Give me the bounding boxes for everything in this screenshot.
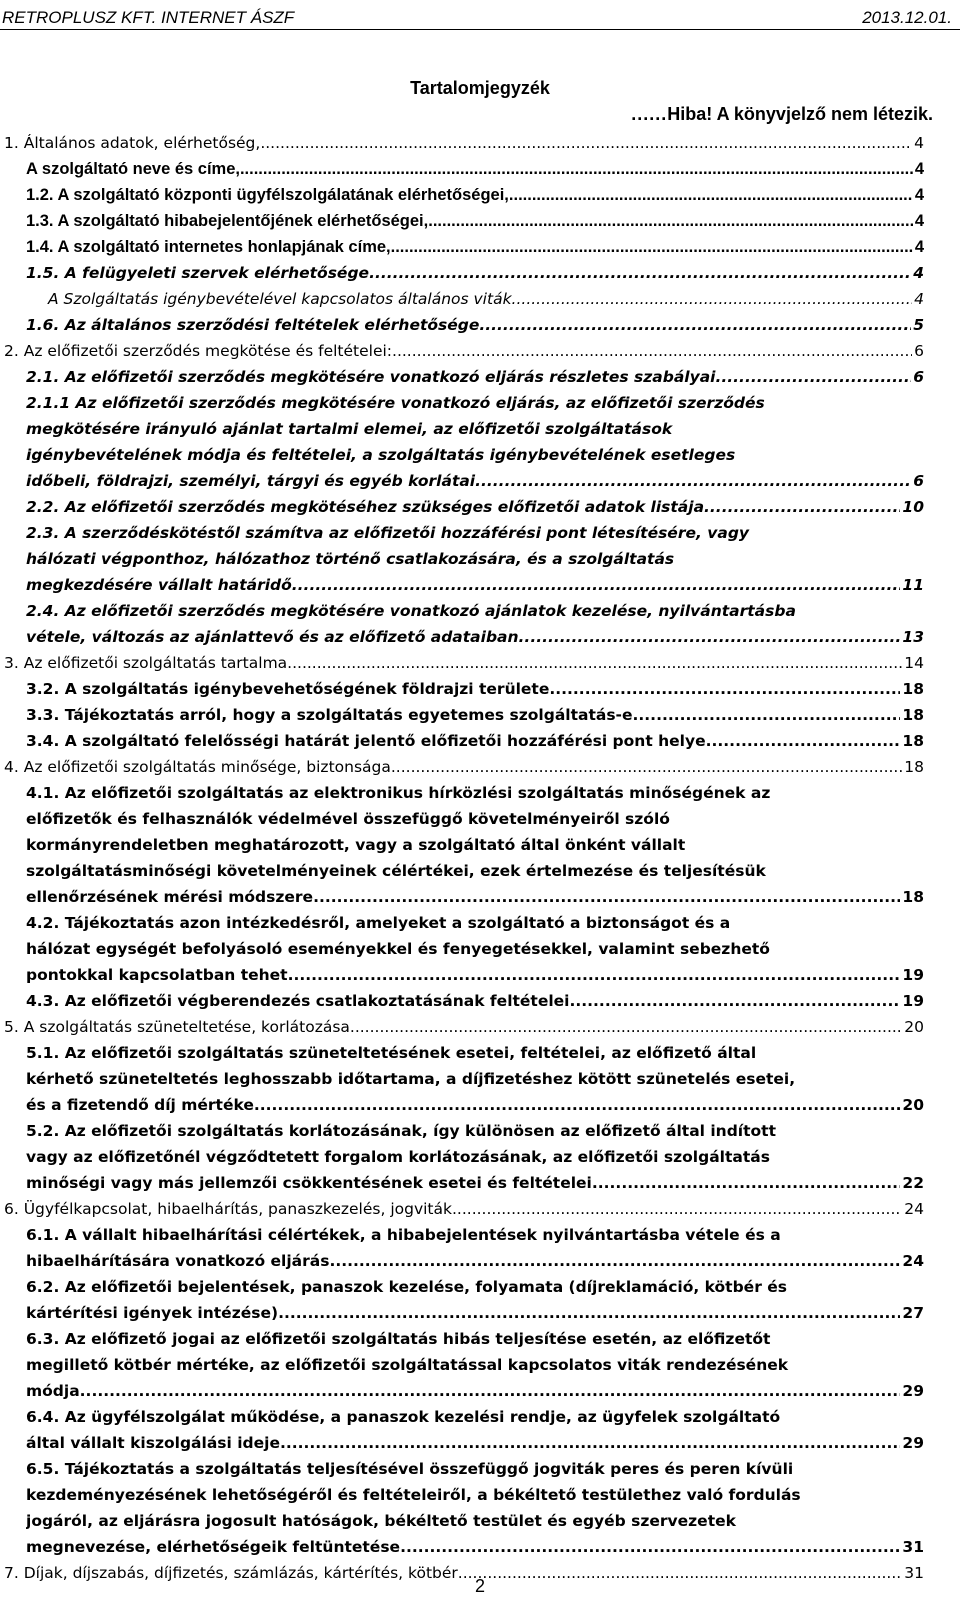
toc-entry-text: vagy az előfizetőnél végződtetett forgalom korlátozásának, az előfizetői szolgáltatás: [26, 1148, 770, 1166]
toc-page-number: 18: [902, 680, 924, 698]
toc-entry-text: 4.3. Az előfizetői végberendezés csatlakoztatásának feltételei: [26, 992, 570, 1010]
toc-entry-text: 6. Ügyfélkapcsolat, hibaelhárítás, panaszkezelés, jogviták: [4, 1200, 452, 1218]
toc-entry[interactable]: [26, 780, 924, 910]
toc-entry-line: [26, 234, 924, 260]
toc-entry-line: [26, 702, 924, 728]
toc-dot-leader: [569, 988, 900, 1014]
toc-entry-line: [4, 650, 924, 676]
toc-entry-text: hibaelhárítására vonatkozó eljárás: [26, 1252, 330, 1270]
toc-page-number: 5: [913, 316, 924, 334]
toc-entry-line: [26, 1300, 924, 1326]
toc-entry-text: megillető kötbér mértéke, az előfizetői szolgáltatással kapcsolatos viták rendezésének: [26, 1356, 789, 1374]
toc-entry[interactable]: [26, 156, 924, 182]
toc-dot-leader: [288, 962, 901, 988]
toc-entry-text: 1.2. A szolgáltató központi ügyfélszolgálatának elérhetőségei,: [26, 186, 509, 204]
toc-entry[interactable]: [26, 1456, 924, 1560]
toc-page-number: 13: [902, 628, 924, 646]
toc-entry-text: 2.2. Az előfizetői szerződés megkötéséhez szükséges előfizetői adatok listája: [26, 498, 705, 516]
toc-dot-leader: [716, 364, 912, 390]
toc-dot-leader: [240, 156, 913, 182]
toc-entry[interactable]: [4, 1014, 924, 1040]
toc-entry-text: 3.2. A szolgáltatás igénybevehetőségének földrajzi területe: [26, 680, 550, 698]
toc-entry-text: időbeli, földrajzi, személyi, tárgyi és egyéb korlátai: [26, 472, 476, 490]
toc-entry-text: által vállalt kiszolgálási ideje: [26, 1434, 280, 1452]
toc-entry-text: hálózati végponthoz, hálózathoz történő csatlakozására, és a szolgáltatás: [26, 550, 675, 568]
toc-entry-line: [26, 884, 924, 910]
toc-entry[interactable]: [26, 390, 924, 494]
toc-dot-leader: [287, 650, 902, 676]
toc-error-text: Hiba! A könyvjelző nem létezik.: [667, 104, 933, 124]
toc-entry-text: 1.3. A szolgáltató hibabejelentőjének elérhetőségei,: [26, 212, 429, 230]
toc-page-number: 19: [902, 992, 924, 1010]
toc-entry[interactable]: [4, 650, 924, 676]
toc-page-number: 4: [914, 134, 924, 152]
toc-page-number: 24: [902, 1252, 924, 1270]
toc-entry[interactable]: [26, 1326, 924, 1404]
toc-dot-leader: [549, 676, 900, 702]
toc-entry-text: 6.1. A vállalt hibaelhárítási célértékek, a hibabejelentések nyilvántartásba vétele és a: [26, 1226, 781, 1244]
toc-entry-line: [26, 468, 924, 494]
toc-entry-line: [26, 1170, 924, 1196]
toc-entry[interactable]: [26, 676, 924, 702]
toc-entry-text: jogáról, az eljárásra jogosult hatóságok, békéltető testület és egyéb szervezetek: [26, 1512, 736, 1530]
toc-entry-text: 2.1.1 Az előfizetői szerződés megkötésére vonatkozó eljárás, az előfizetői szerződés: [26, 394, 765, 412]
toc-entry[interactable]: [4, 1196, 924, 1222]
toc-entry-text: minőségi vagy más jellemzői csökkentésének esetei és feltételei: [26, 1174, 592, 1192]
toc-entry[interactable]: [26, 1118, 924, 1196]
toc-entry-text: 4.1. Az előfizetői szolgáltatás az elektronikus hírközlési szolgáltatás minőségének az: [26, 784, 771, 802]
toc-entry-text: 3. Az előfizetői szolgáltatás tartalma: [4, 654, 288, 672]
toc-entry[interactable]: [26, 364, 924, 390]
toc-entry[interactable]: [26, 1404, 924, 1456]
toc-entry-text: 6.2. Az előfizetői bejelentések, panaszok kezelése, folyamata (díjreklamáció, kötbér és: [26, 1278, 787, 1296]
toc-entry-line: [26, 182, 924, 208]
page-number: 2: [474, 1576, 485, 1596]
toc-dot-leader: [400, 1534, 900, 1560]
toc-entry-line: [26, 1430, 924, 1456]
toc-entry-line: [26, 312, 924, 338]
toc-page-number: 6: [913, 368, 924, 386]
toc-entry-text: hálózat egységét befolyásoló eseményekkel és fenyegetésekkel, valamint sebezhető: [26, 940, 770, 958]
toc-entry-text: 1.4. A szolgáltató internetes honlapjának címe,: [26, 238, 391, 256]
toc-entry[interactable]: [26, 1222, 924, 1274]
page-header: [0, 6, 960, 30]
toc-entry-text: kormányrendeletben meghatározott, vagy a szolgáltató által önként vállalt: [26, 836, 686, 854]
toc-entry[interactable]: [48, 286, 924, 312]
toc-entry-text: előfizetők és felhasználók védelmével összefüggő követelményeiről szóló: [26, 810, 670, 828]
toc-entry-text: 5.2. Az előfizetői szolgáltatás korlátozásának, így különösen az előfizető által indított: [26, 1122, 777, 1140]
toc-entry-text: vétele, változás az ajánlattevő és az előfizető adataiban: [26, 628, 519, 646]
toc-entry-text: 7. Díjak, díjszabás, díjfizetés, számlázás, kártérítés, kötbér: [4, 1564, 458, 1582]
toc-dot-leader: [80, 1378, 901, 1404]
toc-entry[interactable]: [26, 1274, 924, 1326]
toc-entry-line: [4, 130, 924, 156]
toc-dot-leader: [391, 234, 913, 260]
toc-dot-leader: [369, 260, 911, 286]
toc-entry-text: kérhető szüneteltetés leghosszabb időtartama, a díjfizetéshez kötött szünetelés esetei,: [26, 1070, 796, 1088]
toc-entry-text: 6.4. Az ügyfélszolgálat működése, a panaszok kezelési rendje, az ügyfelek szolgáltató: [26, 1408, 781, 1426]
toc-entry[interactable]: [26, 494, 924, 520]
toc-entry-line: [26, 1378, 924, 1404]
toc-page-number: 20: [904, 1018, 924, 1036]
toc-entry[interactable]: [26, 208, 924, 234]
toc-page-number: 4: [914, 238, 924, 256]
toc-entry-line: [26, 572, 924, 598]
toc-entry[interactable]: [26, 520, 924, 598]
toc-page-number: 20: [902, 1096, 924, 1114]
toc-entry-text: kártérítési igények intézése): [26, 1304, 279, 1322]
toc-dot-leader: [592, 1170, 901, 1196]
toc-entry-text: A Szolgáltatás igénybevételével kapcsolatos általános viták: [48, 290, 512, 308]
toc-entry[interactable]: [26, 260, 924, 286]
toc-entry-text: 2.1. Az előfizetői szerződés megkötésére vonatkozó eljárás részletes szabályai: [26, 368, 716, 386]
toc-page-number: 27: [902, 1304, 924, 1322]
toc-page-number: 31: [904, 1564, 924, 1582]
toc-dot-leader: [392, 338, 912, 364]
toc-dot-leader: [479, 312, 911, 338]
toc-dot-leader: [254, 1092, 901, 1118]
toc-page-number: 10: [902, 498, 924, 516]
toc-page-number: 18: [904, 758, 924, 776]
toc-dot-leader: [633, 702, 901, 728]
toc-entry-line: [4, 1014, 924, 1040]
toc-entry-text: A szolgáltató neve és címe,: [26, 160, 240, 178]
toc-page-number: 22: [902, 1174, 924, 1192]
toc-entry[interactable]: [4, 130, 924, 156]
toc-entry-text: megkötésére irányuló ajánlat tartalmi elemei, az előfizetői szolgáltatások: [26, 420, 673, 438]
toc-entry-line: [26, 208, 924, 234]
toc-entry-line: [26, 962, 924, 988]
toc-entry-line: [26, 494, 924, 520]
toc-page-number: 4: [914, 186, 924, 204]
toc-entry-text: 2. Az előfizetői szerződés megkötése és feltételei:: [4, 342, 393, 360]
toc-entry-text: és a fizetendő díj mértéke: [26, 1096, 254, 1114]
toc-entry[interactable]: [4, 338, 924, 364]
toc-dot-leader: [452, 1196, 902, 1222]
toc-entry-text: igénybevételének módja és feltételei, a szolgáltatás igénybevételének esetleges: [26, 446, 736, 464]
toc-dot-leader: [509, 182, 913, 208]
toc-entry-text: 1.5. A felügyeleti szervek elérhetősége: [26, 264, 370, 282]
toc-dot-leader: [292, 572, 901, 598]
toc-entry-line: [26, 624, 924, 650]
toc-entry-text: 2.4. Az előfizetői szerződés megkötésére vonatkozó ajánlatok kezelése, nyilvántartásba: [26, 602, 796, 620]
toc-dot-leader: [280, 1430, 900, 1456]
toc-entry-text: 5.1. Az előfizetői szolgáltatás szüneteltetésének esetei, feltételei, az előfizető által: [26, 1044, 757, 1062]
toc-entry-line: [26, 1092, 924, 1118]
toc-page-number: 18: [902, 888, 924, 906]
toc-dot-leader: [512, 286, 913, 312]
toc-page-number: 18: [902, 706, 924, 724]
toc-entry-text: 1. Általános adatok, elérhetőség,: [4, 134, 261, 152]
toc-entry[interactable]: [26, 598, 924, 650]
toc-dot-leader: [391, 754, 902, 780]
toc-dot-leader: [428, 208, 913, 234]
toc-page-number: 31: [902, 1538, 924, 1556]
toc-page-number: 11: [902, 576, 924, 594]
toc-page-number: 4: [914, 160, 924, 178]
toc-dot-leader: [350, 1014, 902, 1040]
toc-dot-leader: [329, 1248, 900, 1274]
toc-entry[interactable]: [26, 1040, 924, 1118]
toc-entry[interactable]: [26, 910, 924, 988]
toc-entry-text: szolgáltatásminőségi követelményeinek célértékei, ezek értelmezése és teljesítésük: [26, 862, 766, 880]
toc-entry[interactable]: [26, 182, 924, 208]
toc-error-leader: ......: [631, 104, 668, 124]
toc-entry-line: [26, 156, 924, 182]
toc-entry[interactable]: [26, 702, 924, 728]
toc-entry-text: 4. Az előfizetői szolgáltatás minősége, biztonsága: [4, 758, 391, 776]
toc-entry-text: pontokkal kapcsolatban tehet: [26, 966, 288, 984]
toc-entry-line: [26, 1248, 924, 1274]
toc-error-entry[interactable]: [0, 104, 933, 125]
toc-entry[interactable]: [26, 234, 924, 260]
toc-page-number: 24: [904, 1200, 924, 1218]
toc-entry[interactable]: [26, 312, 924, 338]
toc-entry-line: [26, 676, 924, 702]
toc-entry-text: 2.3. A szerződéskötéstől számítva az előfizetői hozzáférési pont létesítésére, vagy: [26, 524, 750, 542]
toc-entry-line: [48, 286, 924, 312]
toc-entry-line: [26, 1534, 924, 1560]
toc-entry[interactable]: [26, 988, 924, 1014]
header-date: 2013.12.01.: [862, 8, 952, 27]
toc-page-number: 29: [902, 1382, 924, 1400]
toc-dot-leader: [313, 884, 900, 910]
toc-dot-leader: [260, 130, 912, 156]
toc-entry-text: 1.6. Az általános szerződési feltételek elérhetősége: [26, 316, 480, 334]
toc-entry-text: 6.5. Tájékoztatás a szolgáltatás teljesítésével összefüggő jogviták peres és peren kívüli: [26, 1460, 794, 1478]
toc-entry-text: megkezdésére vállalt határidő: [26, 576, 292, 594]
toc-entry-text: megnevezése, elérhetőségeik feltüntetése: [26, 1538, 401, 1556]
toc-entry-line: [26, 728, 924, 754]
toc-entry-line: [26, 364, 924, 390]
toc-page-number: 29: [902, 1434, 924, 1452]
toc-title: Tartalomjegyzék: [410, 78, 550, 98]
toc-entry-line: [26, 988, 924, 1014]
toc-dot-leader: [704, 494, 900, 520]
toc-entry-text: 6.3. Az előfizető jogai az előfizetői szolgáltatás hibás teljesítése esetén, az előfizetőt: [26, 1330, 771, 1348]
header-company: RETROPLUSZ KFT. INTERNET ÁSZF: [2, 8, 295, 27]
toc-entry-line: [4, 754, 924, 780]
toc-entry-text: kezdeményezésének lehetőségéről és feltételeiről, a békéltető testülethez való fordulás: [26, 1486, 801, 1504]
toc-page-number: 4: [914, 290, 924, 308]
toc-entry[interactable]: [4, 754, 924, 780]
toc-page-number: 6: [914, 342, 924, 360]
toc-entry-text: módja: [26, 1382, 80, 1400]
toc-page-number: 18: [902, 732, 924, 750]
toc-dot-leader: [278, 1300, 900, 1326]
toc-page-number: 14: [904, 654, 924, 672]
toc-entry-line: [4, 1196, 924, 1222]
toc-page-number: 4: [914, 212, 924, 230]
toc-dot-leader: [706, 728, 901, 754]
toc-entry-text: 5. A szolgáltatás szüneteltetése, korlátozása: [4, 1018, 350, 1036]
toc-entry-line: [26, 260, 924, 286]
toc-entry[interactable]: [26, 728, 924, 754]
toc-entry-line: [4, 338, 924, 364]
toc-entry-text: 3.4. A szolgáltató felelősségi határát jelentő előfizetői hozzáférési pont helye: [26, 732, 706, 750]
toc-entry-text: ellenőrzésének mérési módszere: [26, 888, 314, 906]
toc-dot-leader: [519, 624, 901, 650]
toc-entry-text: 3.3. Tájékoztatás arról, hogy a szolgáltatás egyetemes szolgáltatás-e: [26, 706, 633, 724]
toc-page-number: 4: [913, 264, 924, 282]
toc-dot-leader: [475, 468, 911, 494]
toc-page-number: 19: [902, 966, 924, 984]
toc-page-number: 6: [913, 472, 924, 490]
toc-entry-text: 4.2. Tájékoztatás azon intézkedésről, amelyeket a szolgáltató a biztonságot és a: [26, 914, 731, 932]
